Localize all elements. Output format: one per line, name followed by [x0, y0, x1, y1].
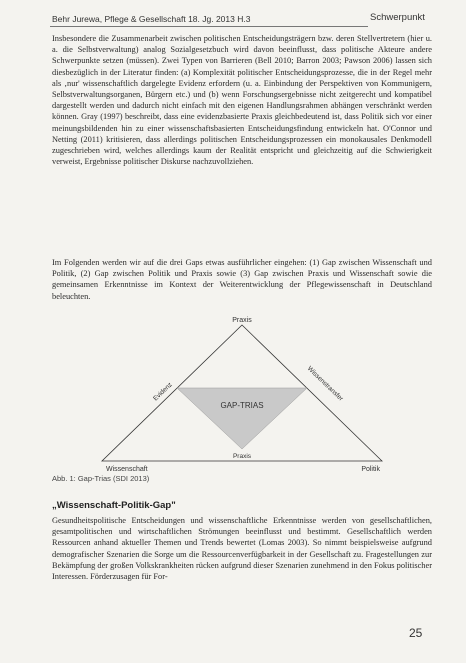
- diagram-left-label: Wissenschaft: [106, 466, 148, 473]
- paragraph-2: [52, 257, 432, 302]
- section-label: Schwerpunkt: [370, 12, 425, 23]
- header-rule: [50, 26, 368, 27]
- figure-caption: Abb. 1: Gap-Trias (SDI 2013): [52, 474, 150, 483]
- page-number: 25: [409, 626, 423, 640]
- diagram-center-label: GAP-TRIAS: [220, 401, 264, 410]
- paragraph-3-text: Gesundheitspolitische Entscheidungen und wissenschaftliche Erkenntnisse werden von gesellschaftlichen, gesamtpolitischen und wirtschaftlichen Strömungen beeinflusst und bestimmt. Gesellschaftlich werden Ressourcen anhand aktueller Themen und Trends bewertet (Lomas 2003). So nimmt beispielsweise aufgrund demografischer Szenarien die Sorge um die Ressourcenverfügbarkeit in der Gesellschaft zu. Fragestellungen zur Bekämpfung der großen Volkskrankheiten rücken aufgrund dieser Szenarien zunehmend in den Fokus politischer Interessen. Förderzusagen für For-: [52, 516, 432, 582]
- diagram-right-label: Politik: [361, 466, 380, 473]
- paragraph-2-text: Im Folgenden werden wir auf die drei Gaps etwas ausführlicher eingehen: (1) Gap zwischen Wissenschaft und Politik, (2) Gap zwischen Politik und Praxis sowie (3) Gap zwischen Praxis und Wissenschaft sowie die gemeinsamen Erkenntnisse im Kontext der Weiterentwicklung der Pflegewissenschaft in Deutschland beleuchten.: [52, 258, 432, 301]
- diagram-top-label: Praxis: [232, 317, 252, 324]
- paragraph-3: [52, 515, 432, 582]
- inner-gap-triangle: [177, 388, 307, 449]
- diagram-left-edge-label: Evidenz: [152, 381, 174, 403]
- paragraph-1-text: Insbesondere die Zusammenarbeit zwischen politischen Entscheidungsträgern bzw. deren Stellvertretern (hier u. a. die Selbstverwaltung) analog Sozialgesetzbuch wird davon beeinflusst, dass politische Akteure andere Schwerpunkte setzen (müssen). Zwei Typen von Barrieren (Bell 2010; Barron 2003; Pawson 2006) lassen sich diesbezüglich in der Literatur finden: (a) Komplexität politischer Entscheidungsprozesse, die in der Regel mehr als ‚nur' wissenschaftlich dargelegte Evidenz erfordern (u. a. Einbindung der Perspektiven von Kommunigern, Selbstverwaltungsorganen, Bürgern etc.) und (b) wenn Forschungsergebnisse nicht zeitgerecht und kompatibel dargestellt werden und dadurch nicht einfach mit den eigenen Handlungsrahmen abhängen verschränkt werden können. Gray (1997) beschreibt, dass eine evidenzbasierte Praxis gleichbedeutend ist, dass Politik sich vor einer meinungsbildenden hin zu einer wissenschaftsbasierten Entscheidungsfindung entwickeln hat. O'Connor und Netting (2011) kritisieren, dass allerdings politischen Entscheidungsprozessen ein monokausales Denkmodell zugeschrieben wird, welches allerdings kaum der Realität entspricht und gleichzeitig auf die Schwierigkeit verweist, Ergebnisse politischer Diskurse nachzuvollziehen.: [52, 34, 432, 167]
- gap-trias-diagram: [92, 313, 392, 473]
- diagram-right-edge-label: Wissenstransfer: [305, 365, 345, 403]
- diagram-bottom-label: Praxis: [232, 453, 252, 460]
- running-header: Behr Jurewa, Pflege & Gesellschaft 18. Jg. 2013 H.3: [52, 14, 251, 24]
- section-heading: „Wissenschaft-Politik-Gap": [52, 500, 176, 511]
- paragraph-1: [52, 33, 432, 167]
